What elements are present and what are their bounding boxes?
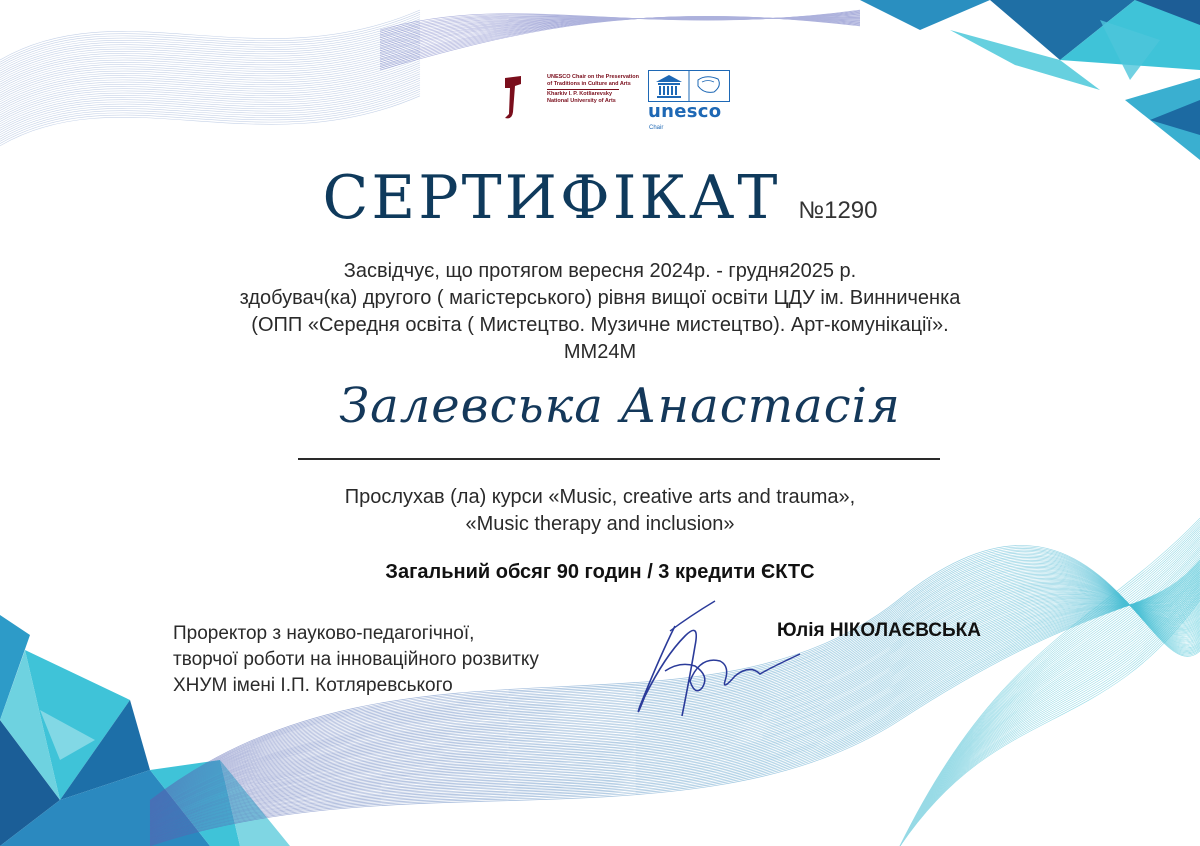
unesco-emblem-icon: [648, 70, 730, 102]
statement-line: здобувач(ка) другого ( магістерського) рівня вищої освіти ЦДУ ім. Винниченка: [239, 287, 961, 309]
signer-position-line: ХНУМ імені І.П. Котляревського: [173, 675, 453, 696]
khnum-line: UNESCO Chair on the Preservation: [547, 74, 639, 80]
course-line: «Music therapy and inclusion»: [465, 513, 735, 535]
certificate-title: [0, 163, 1200, 233]
statement-line: Засвідчує, що протягом вересня 2024р. - грудня2025 р.: [343, 260, 857, 282]
signer-name: Юлія НІКОЛАЄВСЬКА: [777, 620, 981, 641]
course-line: Прослухав (ла) курси «Music, creative arts and trauma»,: [344, 486, 856, 508]
recipient-name: Залевська Анастасія: [339, 378, 901, 434]
khnum-logo-icon: [503, 74, 523, 122]
signer-position-line: Проректор з науково-педагогічної,: [173, 623, 475, 644]
name-underline: [298, 458, 940, 460]
handwritten-signature: [620, 596, 820, 726]
signer-position: [173, 621, 643, 699]
statement-line: ММ24М: [563, 341, 637, 363]
title-text: СЕРТИФІКАТ: [322, 163, 781, 233]
khnum-line: of Traditions in Culture and Arts: [547, 81, 631, 87]
khnum-divider: [547, 89, 619, 90]
khnum-chair-text: [547, 74, 639, 105]
signer-position-line: творчої роботи на інноваційного розвитку: [173, 649, 539, 670]
unesco-chair-label: Chair: [649, 125, 664, 131]
certificate-number: №1290: [798, 197, 878, 224]
statement-paragraph: [0, 258, 1200, 366]
total-hours: Загальний обсяг 90 годин / 3 кредити ЄКТС: [385, 561, 815, 583]
courses-paragraph: [0, 484, 1200, 538]
unesco-wordmark: unesco: [648, 101, 722, 122]
khnum-line: National University of Arts: [547, 98, 616, 104]
khnum-line: Kharkiv I. P. Kotliarevsky: [547, 91, 613, 97]
top-center-waves: [380, 10, 860, 70]
statement-line: (ОПП «Середня освіта ( Мистецтво. Музичне мистецтво). Арт-комунікації».: [251, 314, 949, 336]
logo-row: [0, 70, 1200, 140]
